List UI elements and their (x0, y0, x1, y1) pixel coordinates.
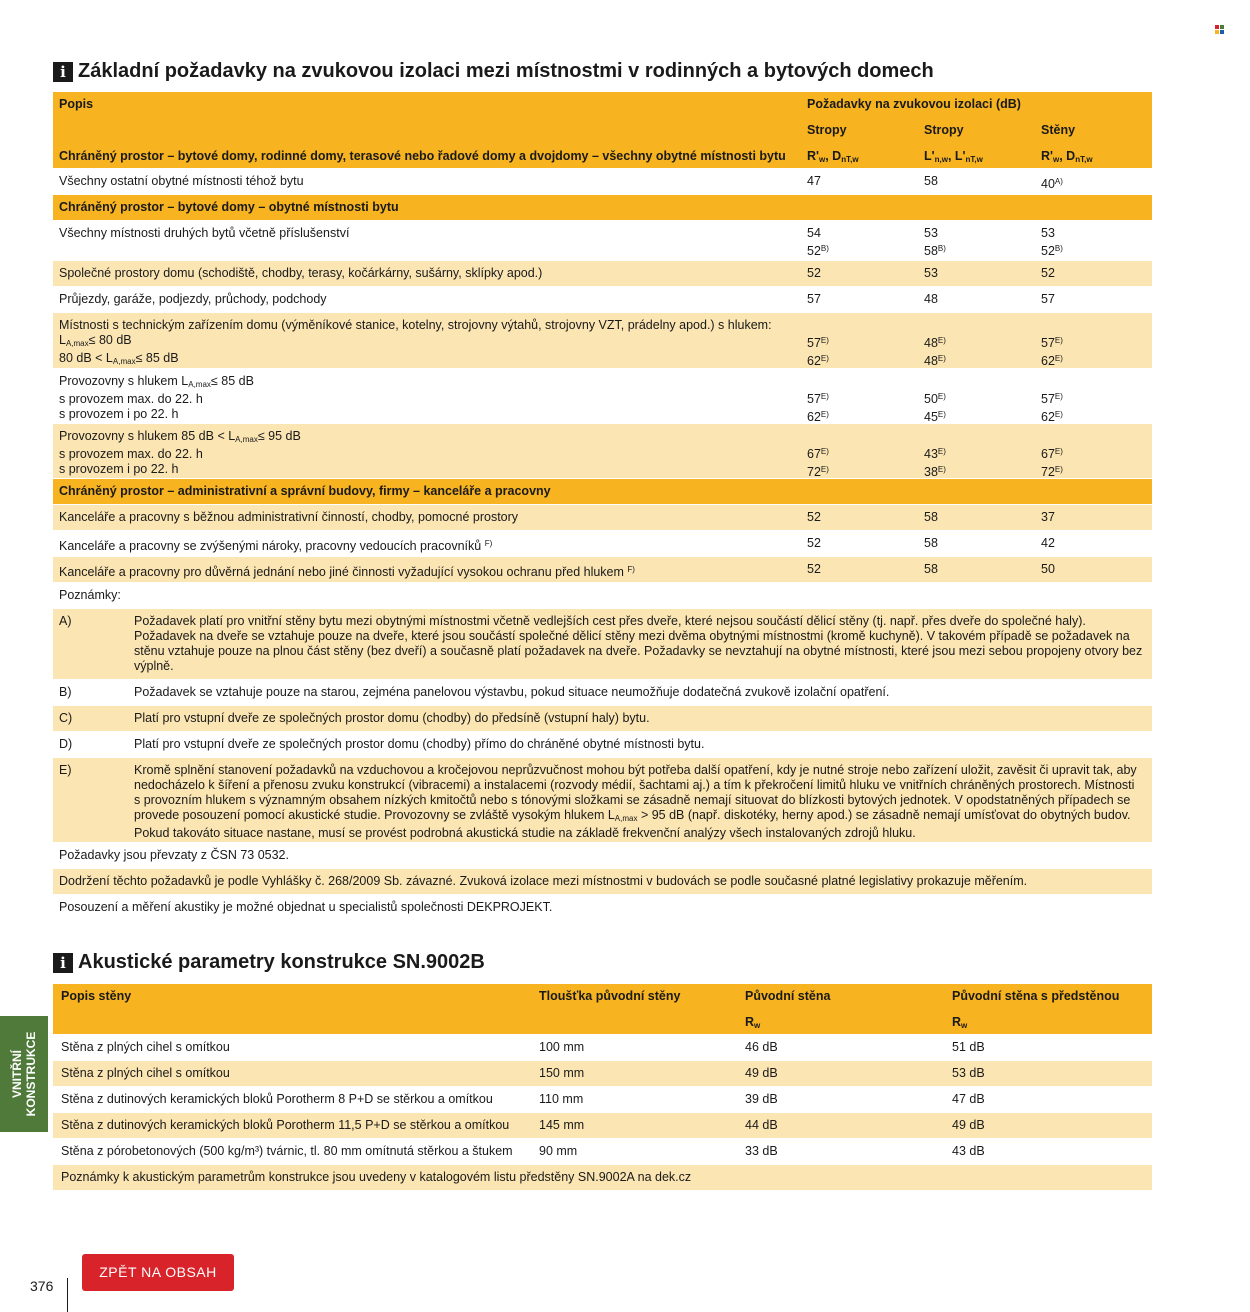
table-header (53, 92, 1152, 169)
table-row: Kanceláře a pracovny se zvýšenými nároky, pracovny vedoucích pracovníků $^{F)}$ 52 58 42 (53, 531, 1152, 557)
page-number: 376 (30, 1278, 54, 1294)
corner-logo-mark (1215, 25, 1225, 35)
table-row: Všechny ostatní obytné místnosti téhož bytu 47 58 $40^{A)}$ (53, 169, 1152, 195)
table-row: Stěna z plných cihel s omítkou 150 mm 49 dB 53 dB (53, 1061, 1152, 1087)
side-tab[interactable]: VNITŘNÍ KONSTRUKCE (0, 1016, 48, 1132)
header-col3: Stěny (1041, 123, 1076, 137)
group-heading-2: Chráněný prostor – bytové domy – obytné místnosti bytu (53, 195, 1152, 221)
symbol-col3: $R'_w$, $D_{nT,w}$ (1041, 149, 1093, 164)
symbol-col1: $R'_w$, $D_{nT,w}$ (807, 149, 859, 164)
section1-title (53, 60, 934, 83)
symbol-col2: $L'_{n,w}$, $L'_{nT,w}$ (924, 149, 983, 164)
table-row: Kanceláře a pracovny s běžnou administrativní činností, chodby, pomocné prostory 52 58 37 (53, 505, 1152, 531)
note-a: A) Požadavek platí pro vnitřní stěny bytu mezi obytnými místnostmi včetně vedlejších cest přes dveře, které nejsou součástí dělicí stěny (tj. např. přes dveře do společné haly). Požadavek na dveře se vztahuje pouze na dveře, které jsou součástí společné dělicí stěny mezi dvěma obytnými místnostmi (kromě kuchyně). V takovém případě se požadavek na stěnu vztahuje pouze na plnou část stěny (bez dveří) a současně platí požadavek na dveře. Požadavky se nevztahují na obytné místnosti, které jsou mezi sebou propojeny otvory bez výplně. (53, 609, 1152, 680)
group-heading-1: Chráněný prostor – bytové domy, rodinné domy, terasové nebo řadové domy a dvojdomy – všechny obytné místnosti bytu (59, 149, 786, 163)
note-c: C) Platí pro vstupní dveře ze společných prostor domu (chodby) do předsíně (vstupní haly) bytu. (53, 706, 1152, 732)
footer-row: Požadavky jsou převzaty z ČSN 73 0532. (53, 843, 1152, 869)
info-icon: i (53, 953, 73, 973)
footer-row: Posouzení a měření akustiky je možné objednat u specialistů společnosti DEKPROJEKT. (53, 895, 1152, 921)
table-header: Popis stěny Tloušťka původní stěny Původní stěna Původní stěna s předstěnou $R_w$ $R_w$ (53, 984, 1152, 1035)
table-row: Stěna z plných cihel s omítkou 100 mm 46 dB 51 dB (53, 1035, 1152, 1061)
table-row: Kanceláře a pracovny pro důvěrná jednání nebo jiné činnosti vyžadující vysokou ochranu před hlukem $^{F)}$ 52 58 50 (53, 557, 1152, 583)
table-row: Stěna z dutinových keramických bloků Porotherm 8 P+D se stěrkou a omítkou 110 mm 39 dB 47 dB (53, 1087, 1152, 1113)
notes-title-row: Poznámky: (53, 583, 1152, 609)
table-note-row: Poznámky k akustickým parametrům konstrukce jsou uvedeny v katalogovém listu předstěny SN.9002A na dek.cz (53, 1165, 1152, 1191)
page-divider (67, 1278, 68, 1312)
table-row: Místnosti s technickým zařízením domu (výměníkové stanice, kotelny, strojovny výtahů, strojovny VZT, prádelny apod.) s hlukem: $L_{A,max}\le 80$ dB 80 dB < $L_{A,max}\le 85$ dB $57^{E)}$ $62^{E)}$ $48^{E)}$ $48^{E)}$ $57^{E)}$ $62^{E)}$ (53, 313, 1152, 369)
footer-row: Dodržení těchto požadavků je podle Vyhlášky č. 268/2009 Sb. závazné. Zvuková izolace mezi místnostmi v budovách se podle současné platné legislativy prokazuje měřením. (53, 869, 1152, 895)
table-row: Provozovny s hlukem 85 dB < $L_{A,max}\le 95$ dB s provozem max. do 22. h s provozem i po 22. h $67^{E)}$ $72^{E)}$ $43^{E)}$ $38^{E)}$ $67^{E)}$ $72^{E)}$ (53, 424, 1152, 479)
header-col2: Stropy (924, 123, 964, 137)
table-row: Společné prostory domu (schodiště, chodby, terasy, kočárkárny, sušárny, sklípky apod.) 52 53 52 (53, 261, 1152, 287)
section1-title-text: Základní požadavky na zvukovou izolaci mezi místnostmi v rodinných a bytových domech (78, 60, 934, 82)
section2-title-text: Akustické parametry konstrukce SN.9002B (78, 951, 485, 973)
section2-title (53, 951, 485, 974)
table-row: Všechny místnosti druhých bytů včetně příslušenství 54 $52^{B)}$ 53 $58^{B)}$ 53 $52^{B)}$ (53, 221, 1152, 261)
header-col1: Stropy (807, 123, 847, 137)
header-popis: Popis (59, 97, 94, 111)
table-row: Stěna z pórobetonových (500 kg/m³) tvárnic, tl. 80 mm omítnutá stěrkou a štukem 90 mm 33 dB 43 dB (53, 1139, 1152, 1165)
table-row: Průjezdy, garáže, podjezdy, průchody, podchody 57 48 57 (53, 287, 1152, 313)
info-icon: i (53, 62, 73, 82)
requirements-table (53, 92, 1152, 921)
back-to-contents-button[interactable]: ZPĚT NA OBSAH (82, 1254, 234, 1291)
table-row: Stěna z dutinových keramických bloků Porotherm 11,5 P+D se stěrkou a omítkou 145 mm 44 dB 49 dB (53, 1113, 1152, 1139)
note-b: B) Požadavek se vztahuje pouze na starou, zejména panelovou výstavbu, pokud situace neumožňuje dodatečná zvukově izolační opatření. (53, 680, 1152, 706)
acoustic-table (53, 984, 1152, 1191)
table-row: Provozovny s hlukem $L_{A,max}\le 85$ dB s provozem max. do 22. h s provozem i po 22. h $57^{E)}$ $62^{E)}$ $50^{E)}$ $45^{E)}$ $57^{E)}$ $62^{E)}$ (53, 369, 1152, 424)
header-pozadavky: Požadavky na zvukovou izolaci (dB) (807, 97, 1021, 111)
note-d: D) Platí pro vstupní dveře ze společných prostor domu (chodby) přímo do chráněné obytné místnosti bytu. (53, 732, 1152, 758)
group-heading-3: Chráněný prostor – administrativní a správní budovy, firmy – kanceláře a pracovny (53, 479, 1152, 505)
note-e: E) Kromě splnění stanovení požadavků na vzduchovou a kročejovou neprůzvučnost mohou být potřeba další opatření, kdy je nutné stroje nebo zařízení uložit, zavěsit či upravit tak, aby nedocházelo k šíření a přenosu zvuku konstrukcí (vibracemi) a instalacemi (rozvody médií, šachtami aj.) a tím k překročení limitů hluku ve vnitřních chráněných prostorech. Místnosti s provozním hlukem s významným obsahem nízkých kmitočtů nebo s tónovými složkami se zásadně nemají situovat do blízkosti bytových jednotek. V opodstatněných případech se provede posouzení pomocí akustické studie. Provozovny se zvláště vysokým hlukem $L_{A,max} > 95$ dB (např. diskotéky, herny apod.) se zásadně nemají umísťovat do obytných budov. Pokud takováto situace nastane, musí se provést podrobná akustická studie na základě frekvenční analýzy všech instalovaných zdrojů hluku. (53, 758, 1152, 843)
